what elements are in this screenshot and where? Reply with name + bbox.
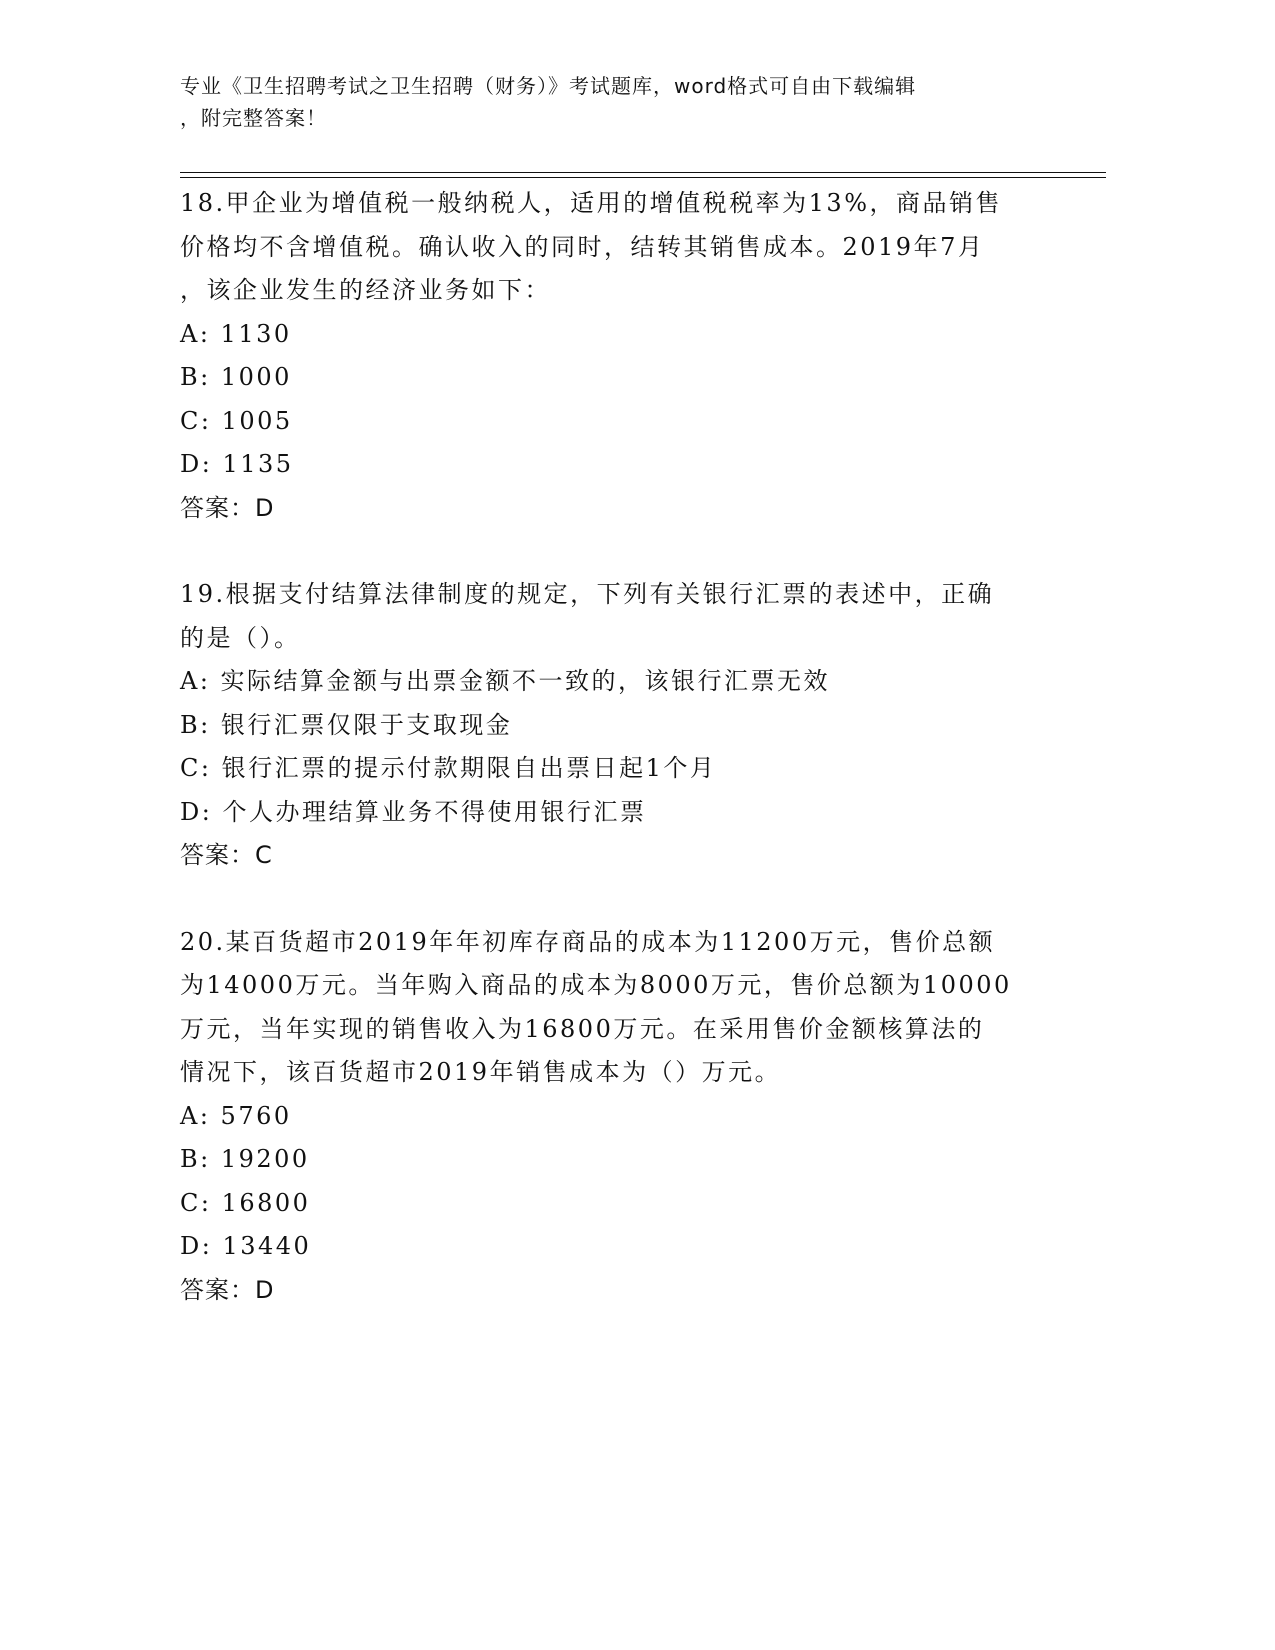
question-18: [180, 182, 1040, 530]
option-d: D: 个人办理结算业务不得使用银行汇票: [180, 797, 647, 826]
answer-label: 答案：C: [180, 841, 273, 869]
question-stem-line: 20.某百货超市2019年年初库存商品的成本为11200万元，售价总额: [180, 927, 996, 956]
question-stem-line: 的是（）。: [180, 623, 301, 652]
option-a: A: 实际结算金额与出票金额不一致的，该银行汇票无效: [180, 667, 831, 695]
option-b: B: 19200: [180, 1145, 310, 1173]
header-line-2: ，附完整答案！: [180, 106, 327, 130]
question-20: [180, 921, 1040, 1313]
option-d: D: 1135: [180, 450, 294, 478]
question-stem-line: 情况下，该百货超市2019年销售成本为（）万元。: [180, 1058, 782, 1086]
question-stem-line: 为14000万元。当年购入商品的成本为8000万元，售价总额为10000: [180, 971, 1012, 999]
option-c: C: 16800: [180, 1188, 311, 1217]
question-stem-line: 19.根据支付结算法律制度的规定，下列有关银行汇票的表述中，正确: [180, 580, 995, 608]
document-header: [180, 70, 1040, 134]
answer-label: 答案：D: [180, 1275, 275, 1304]
option-d: D: 13440: [180, 1232, 312, 1260]
option-c: C: 银行汇票的提示付款期限自出票日起1个月: [180, 754, 717, 782]
header-line-1: 专业《卫生招聘考试之卫生招聘（财务）》考试题库，word格式可自由下载编辑: [180, 74, 917, 98]
header-divider-top: [180, 172, 1106, 173]
option-b: B: 1000: [180, 363, 292, 391]
question-stem-line: ，该企业发生的经济业务如下：: [180, 276, 551, 304]
question-stem-line: 价格均不含增值税。确认收入的同时，结转其销售成本。2019年7月: [180, 232, 985, 261]
option-a: A: 5760: [180, 1101, 292, 1130]
question-stem-line: 万元，当年实现的销售收入为16800万元。在采用售价金额核算法的: [180, 1014, 985, 1043]
question-list: [180, 182, 1040, 1355]
answer-label: 答案：D: [180, 493, 275, 522]
question-stem-line: 18.甲企业为增值税一般纳税人，适用的增值税税率为13%，商品销售: [180, 189, 1003, 217]
header-divider-bottom: [180, 177, 1106, 178]
question-19: [180, 573, 1040, 878]
option-b: B: 银行汇票仅限于支取现金: [180, 710, 513, 739]
option-c: C: 1005: [180, 406, 293, 435]
option-a: A: 1130: [180, 319, 292, 348]
